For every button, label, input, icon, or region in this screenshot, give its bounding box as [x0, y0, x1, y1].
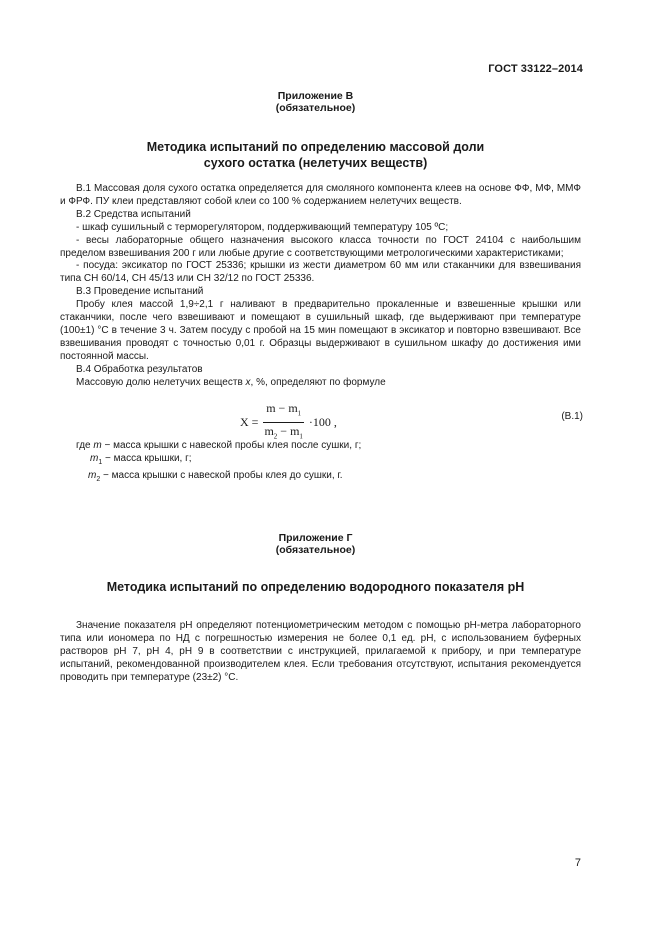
appendix-b-title-line1: Методика испытаний по определению массовой доли: [146, 140, 485, 154]
appendix-g-body: [60, 620, 581, 685]
document-code: ГОСТ 33122–2014: [488, 63, 583, 75]
formula-number: (В.1): [561, 411, 583, 422]
appendix-b-title-line2: сухого остатка (нелетучих веществ): [203, 156, 428, 170]
appendix-b-body: [60, 183, 581, 390]
appendix-b-label: Приложение В: [277, 90, 354, 102]
definition-m: где m − масса крышки с навеской пробы клея после сушки, г;: [76, 440, 362, 451]
formula-definitions: [60, 439, 581, 486]
variable-x: x: [245, 376, 251, 388]
paragraph-b4: В.4 Обработка результатов: [76, 363, 203, 375]
formula-fraction: [261, 402, 305, 444]
formula-numerator: $m - m_1$: [263, 402, 304, 423]
paragraph-g1: Значение показателя рН определяют потенциометрическим методом с помощью рН-метра лабораторного типа или иономера по НД с погрешностью измерения не более 0,1 ед. рН, с использованием буферных растворов рН 7, рН 4, рН 9 в соответствии с инструкцией, прилагаемой к прибору, и при температуре испытаний, рекомендованной производителем клея. Если требования отсутствуют, испытания рекомендуется проводить при температуре (23±2) °С.: [60, 620, 581, 683]
page-number: 7: [574, 857, 581, 869]
formula-denominator: $m_2 - m_1$: [264, 424, 303, 441]
paragraph-b2-item3: - посуда: эксикатор по ГОСТ 25336; крышки из жести диаметром 60 мм или стаканчики для взвешивания типа СН 60/14, СН 45/13 или СН 32/12 по ГОСТ 25336.: [60, 260, 581, 285]
paragraph-b2: В.2 Средства испытаний: [76, 208, 191, 220]
paragraph-b2-item1: - шкаф сушильный с терморегулятором, поддерживающий температуру 105 ºС;: [76, 221, 449, 233]
definition-m1: $m_1$ − масса крышки, г;: [90, 453, 192, 466]
paragraph-b1: В.1 Массовая доля сухого остатка определяется для смоляного компонента клеев на основе ФФ, МФ, ММФ и ФРФ. ПУ клеи представляют собой клеи со 100 % содержанием нелетучих веществ.: [60, 183, 581, 207]
paragraph-b3: В.3 Проведение испытаний: [76, 286, 204, 298]
formula-rhs: ·100 ,: [308, 415, 337, 430]
paragraph-b3-text: Пробу клея массой 1,9÷2,1 г наливают в предварительно прокаленные и взвешенные крышки или стаканчики, после чего взвешивают и помещают в сушильный шкаф, где выдерживают при температуре (100±1) °С в течение 3 ч. Затем посуду с пробой на 15 мин помещают в эксикатор и повторно взвешивают. Все взвешивания проводят с точностью 0,01 г. Образцы выдерживают в сушильном шкафу до достижения ими постоянной массы.: [60, 299, 581, 362]
appendix-g-label: Приложение Г: [278, 532, 353, 544]
formula-lhs: X =: [240, 415, 259, 430]
definition-m2: $m_2$ − масса крышки с навеской пробы клея до сушки, г.: [88, 470, 343, 483]
appendix-b-type: (обязательное): [275, 102, 356, 114]
appendix-g-type: (обязательное): [275, 544, 356, 556]
appendix-g-title: Методика испытаний по определению водородного показателя рН: [106, 580, 525, 594]
formula-b1: [240, 402, 337, 444]
paragraph-b2-item2: - весы лабораторные общего назначения высокого класса точности по ГОСТ 24104 с наибольшим пределом взвешивания 200 г или любые другие с соответствующими метрологическими характеристиками;: [60, 234, 581, 259]
paragraph-b4-text: Массовую долю нелетучих веществ x, %, определяют по формуле: [76, 376, 386, 388]
